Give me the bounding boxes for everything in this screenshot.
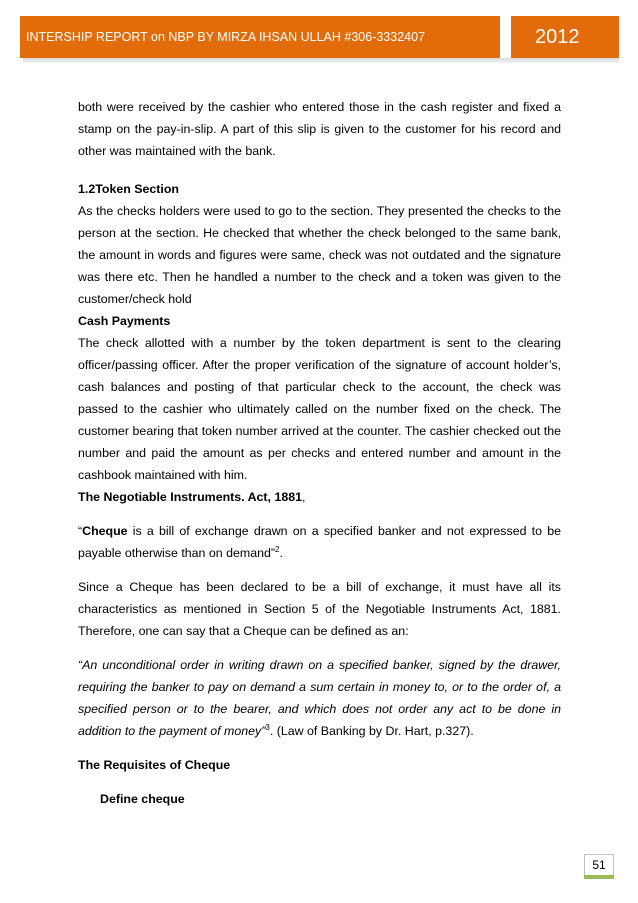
quote-open: “ [78,524,83,538]
header-year: 2012 [511,16,619,58]
paragraph-cashier: both were received by the cashier who entered those in the cash register and fixed a stamp on the pay-in-slip. A part of this slip is given to the customer for his record and other was maintained with the bank. [78,100,561,158]
page-header [20,16,620,58]
paragraph-cash-payments: The check allotted with a number by the token department is sent to the clearing officer/passing officer. After the proper verification of the signature of account holder’s, cash balances and posting of that particular check to the account, the check was passed to the cashier who ultimately called on the number fixed on the check. The customer bearing that token number arrived at the counter. The cashier checked out the number and paid the amount as per checks and entered number and amount in the cashbook maintained with him. [78,336,561,482]
definition-footnote: 3 [265,722,270,732]
act-title: The Negotiable Instruments. Act, 1881 [78,490,303,504]
page-number-bar [584,875,614,879]
quote-end: . [279,546,283,560]
quote-footnote: 2 [275,544,280,554]
heading-cash-payments: Cash Payments [78,314,171,328]
definition-citation: . (Law of Banking by Dr. Hart, p.327). [269,724,474,738]
quote-cheque-word: Cheque [82,524,128,538]
paragraph-since-cheque: Since a Cheque has been declared to be a bill of exchange, it must have all its characteristics as mentioned in Section 5 of the Negotiable Instruments Act, 1881. Therefore, one can say that a Cheque can be defined as an: [78,580,561,638]
document-body [78,96,561,810]
page-number: 51 [584,854,614,875]
definition-quote: “An unconditional order in writing drawn on a specified banker, signed by the drawer, requiring the banker to pay on demand a sum certain in money to, or to the order of, a specified person or to the bearer, and which does not order any act to be done in addition to the payment of money” [78,658,561,738]
paragraph-definition [78,654,561,742]
paragraph-cheque-quote [78,520,561,564]
header-title: INTERSHIP REPORT on NBP BY MIRZA IHSAN ULLAH #306-3332407 [20,16,500,58]
act-title-tail: , [302,490,306,504]
quote-text: is a bill of exchange drawn on a specified banker and not expressed to be payable otherwise than on demand” [78,524,561,560]
heading-token-section: 1.2Token Section [78,182,179,196]
heading-negotiable-act [78,486,561,508]
paragraph-token-section: As the checks holders were used to go to the section. They presented the checks to the person at the section. He checked that whether the check belonged to the same bank, the amount in words and figures were same, check was not outdated and the signature was there etc. Then he handled a number to the check and a token was given to the customer/check hold [78,204,561,306]
header-shadow [23,58,619,63]
heading-requisites: The Requisites of Cheque [78,758,231,772]
heading-define-cheque: Define cheque [100,792,185,806]
